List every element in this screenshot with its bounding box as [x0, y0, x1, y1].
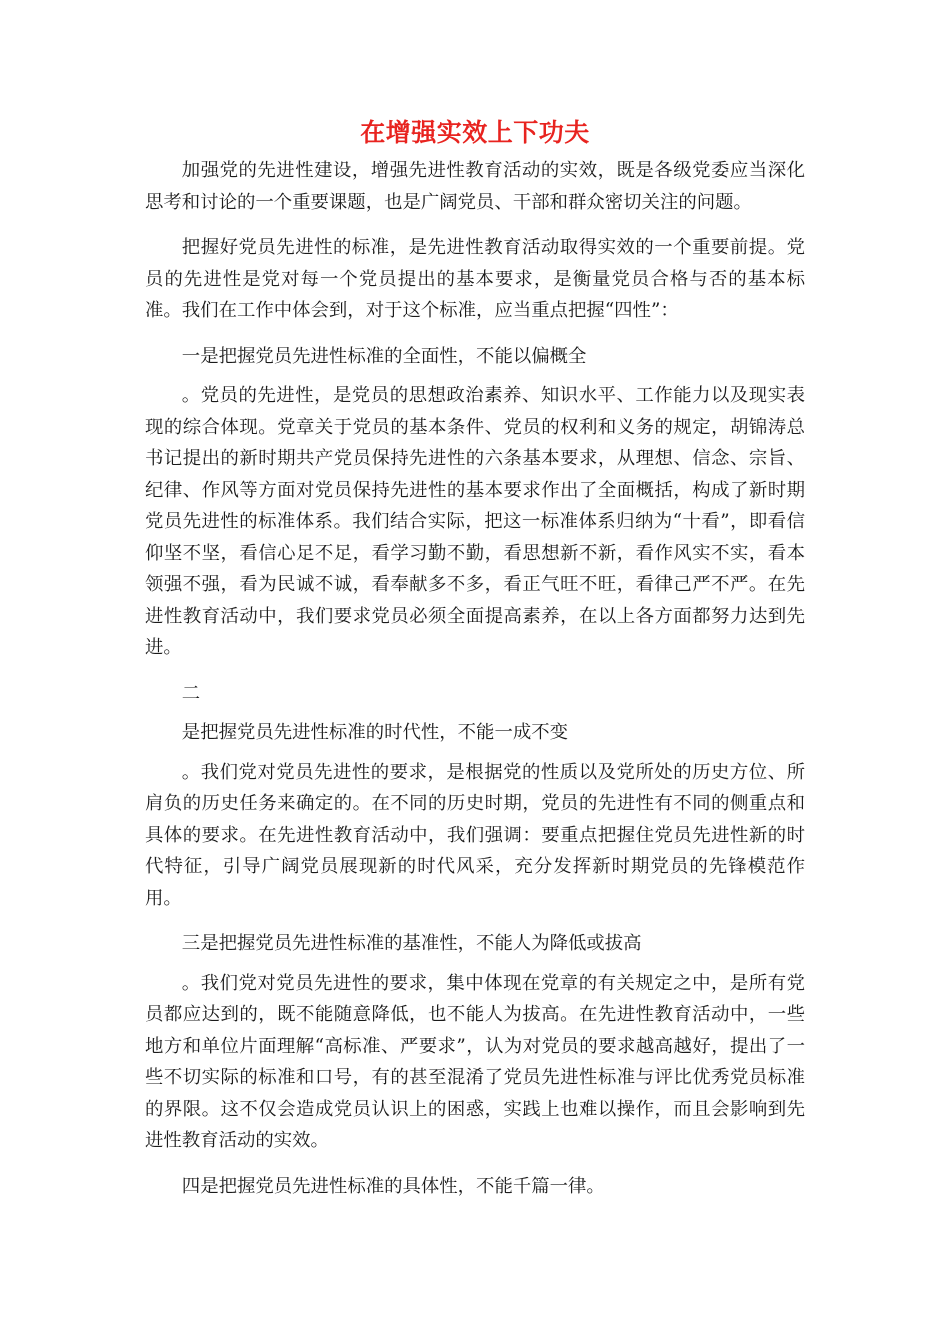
heading-point-three: 三是把握党员先进性标准的基准性，不能人为降低或拔高 — [181, 933, 642, 954]
paragraph-point-one: 。党员的先进性，是党员的思想政治素养、知识水平、工作能力以及现实表现的综合体现。党章关于党员的基本条件、党员的权利和义务的规定，胡锦涛总书记提出的新时期共产党员保持先进性的六条基本要求，从理想、信念、宗旨、纪律、作风等方面对党员保持先进性的基本要求作出了全面概括，构成了新时期党员先进性的标准体系。我们结合实际，把这一标准体系归纳为“十看”，即看信仰坚不坚，看信心足不足，看学习勤不勤，看思想新不新，看作风实不实，看本领强不强，看为民诚不诚，看奉献多不多，看正气旺不旺，看律己严不严。在先进性教育活动中，我们要求党员必须全面提高素养，在以上各方面都努力达到先进。 — [145, 385, 805, 658]
paragraph-point-two: 。我们党对党员先进性的要求，是根据党的性质以及党所处的历史方位、所肩负的历史任务来确定的。在不同的历史时期，党员的先进性有不同的侧重点和具体的要求。在先进性教育活动中，我们强调：要重点把握住党员先进性新的时代特征，引导广阔党员展现新的时代风采，充分发挥新时期党员的先锋模范作用。 — [145, 761, 805, 909]
document-body — [145, 155, 805, 1216]
heading-point-four: 四是把握党员先进性标准的具体性，不能千篇一律。 — [181, 1175, 605, 1197]
paragraph-standard: 把握好党员先进性的标准，是先进性教育活动取得实效的一个重要前提。党员的先进性是党对每一个党员提出的基本要求，是衡量党员合格与否的基本标准。我们在工作中体会到，对于这个标准，应当重点把握“四性”： — [145, 237, 805, 321]
heading-point-one: 一是把握党员先进性标准的全面性，不能以偏概全 — [181, 345, 587, 367]
document-title: 在增强实效上下功夫 — [360, 118, 590, 147]
paragraph-point-three: 。我们党对党员先进性的要求，集中体现在党章的有关规定之中，是所有党员都应达到的，既不能随意降低，也不能人为拔高。在先进性教育活动中，一些地方和单位片面理解“高标准、严要求”，认为对党员的要求越高越好，提出了一些不切实际的标准和口号，有的甚至混淆了党员先进性标准与评比优秀党员标准的界限。这不仅会造成党员认识上的困惑，实践上也难以操作，而且会影响到先进性教育活动的实效。 — [145, 972, 805, 1151]
heading-point-two-number: 二 — [181, 682, 201, 704]
heading-point-two: 是把握党员先进性标准的时代性，不能一成不变 — [181, 722, 569, 743]
paragraph-intro: 加强党的先进性建设，增强先进性教育活动的实效，既是各级党委应当深化思考和讨论的一个重要课题，也是广阔党员、干部和群众密切关注的问题。 — [145, 160, 805, 213]
